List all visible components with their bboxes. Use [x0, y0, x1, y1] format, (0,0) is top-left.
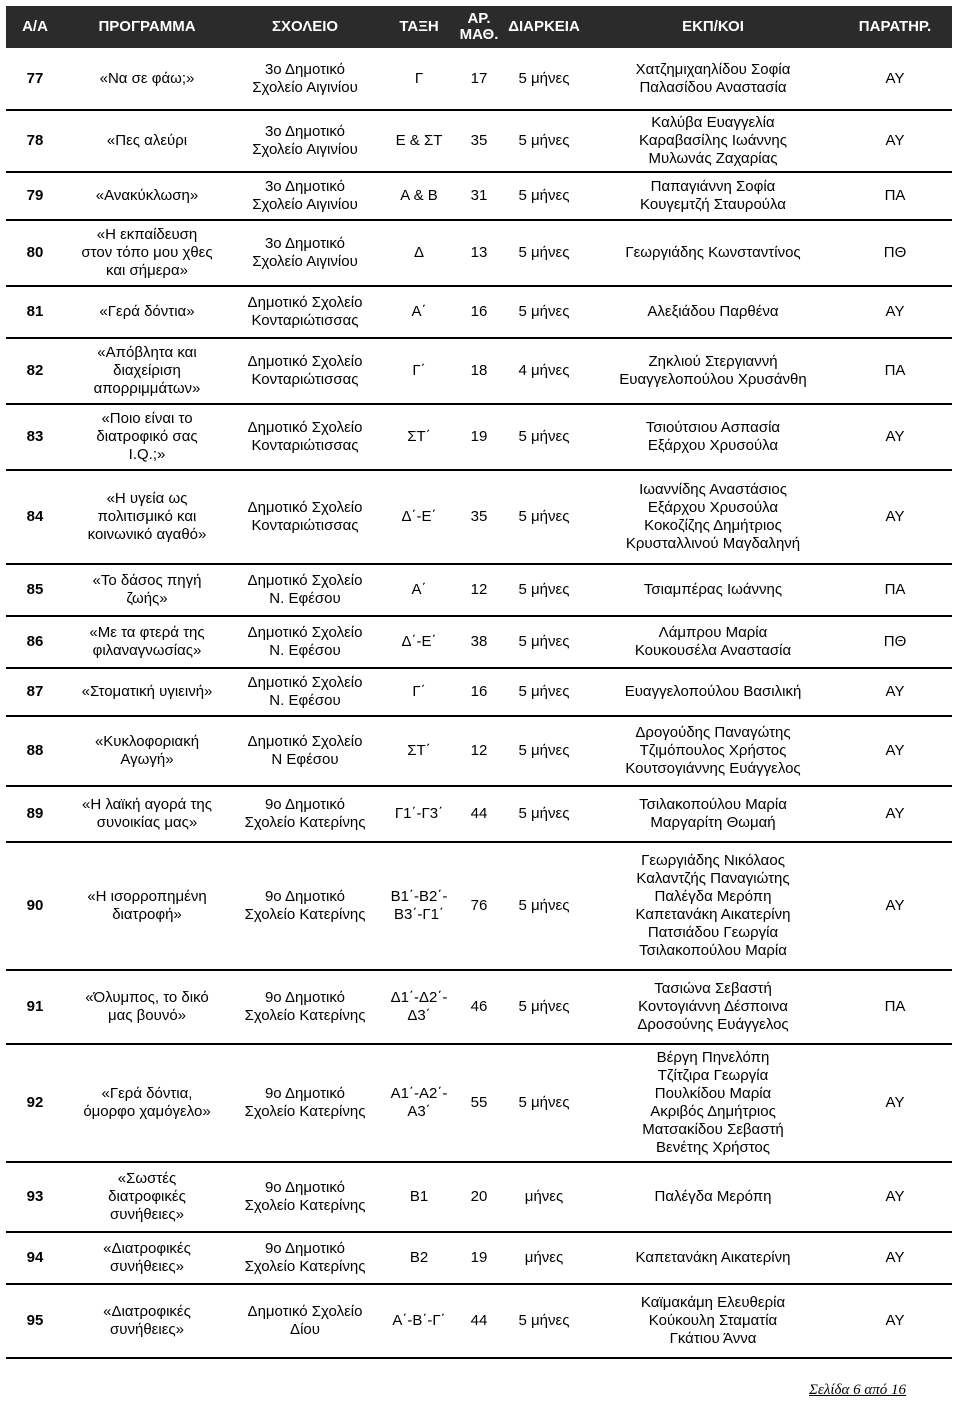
cell-students: 31 — [458, 172, 500, 220]
cell-class: Α΄ — [380, 286, 458, 338]
cell-duration: 5 μήνες — [500, 716, 588, 786]
table-row — [6, 48, 952, 110]
cell-notes: ΠΘ — [838, 220, 952, 286]
cell-class: Β2 — [380, 1232, 458, 1284]
cell-aa: 86 — [6, 616, 64, 668]
cell-program: «Ποιο είναι το διατροφικό σας I.Q.;» — [64, 404, 230, 470]
cell-notes: ΠΑ — [838, 338, 952, 404]
cell-aa: 90 — [6, 842, 64, 970]
programs-table — [6, 6, 952, 1359]
col-aa-header: Α/Α — [6, 6, 64, 48]
cell-aa: 78 — [6, 110, 64, 172]
cell-duration: 5 μήνες — [500, 470, 588, 564]
cell-teachers: Ευαγγελοπούλου Βασιλική — [588, 668, 838, 716]
cell-class: Β1 — [380, 1162, 458, 1232]
table-row — [6, 970, 952, 1044]
cell-teachers: Παλέγδα Μερόπη — [588, 1162, 838, 1232]
cell-school: 9ο Δημοτικό Σχολείο Κατερίνης — [230, 970, 380, 1044]
col-notes-header: ΠΑΡΑΤΗΡ. — [838, 6, 952, 48]
cell-school: Δημοτικό Σχολείο Ν. Εφέσου — [230, 564, 380, 616]
table-row — [6, 404, 952, 470]
cell-aa: 87 — [6, 668, 64, 716]
cell-aa: 89 — [6, 786, 64, 842]
cell-students: 20 — [458, 1162, 500, 1232]
table-row — [6, 338, 952, 404]
cell-school: 3ο Δημοτικό Σχολείο Αιγινίου — [230, 220, 380, 286]
cell-teachers: Ζηκλιού Στεργιαννή Ευαγγελοπούλου Χρυσάνθη — [588, 338, 838, 404]
table-row — [6, 172, 952, 220]
cell-aa: 81 — [6, 286, 64, 338]
cell-teachers: Γεωργιάδης Νικόλαος Καλαντζής Παναγιώτης Παλέγδα Μερόπη Καπετανάκη Αικατερίνη Πατσιάδου Γεωργία Τσιλακοπούλου Μαρία — [588, 842, 838, 970]
cell-duration: 5 μήνες — [500, 48, 588, 110]
cell-notes: ΑΥ — [838, 470, 952, 564]
cell-school: Δημοτικό Σχολείο Κονταριώτισσας — [230, 286, 380, 338]
cell-aa: 83 — [6, 404, 64, 470]
cell-teachers: Βέργη Πηνελόπη Τζίτζιρα Γεωργία Πουλκίδου Μαρία Ακριβός Δημήτριος Ματσακίδου Σεβαστή Βενέτης Χρήστος — [588, 1044, 838, 1162]
cell-class: Γ — [380, 48, 458, 110]
cell-students: 46 — [458, 970, 500, 1044]
cell-school: Δημοτικό Σχολείο Ν Εφέσου — [230, 716, 380, 786]
cell-notes: ΑΥ — [838, 716, 952, 786]
cell-notes: ΑΥ — [838, 1162, 952, 1232]
cell-duration: 5 μήνες — [500, 786, 588, 842]
cell-school: 3ο Δημοτικό Σχολείο Αιγινίου — [230, 172, 380, 220]
cell-school: 9ο Δημοτικό Σχολείο Κατερίνης — [230, 1162, 380, 1232]
cell-students: 44 — [458, 786, 500, 842]
cell-school: 9ο Δημοτικό Σχολείο Κατερίνης — [230, 786, 380, 842]
cell-aa: 80 — [6, 220, 64, 286]
cell-teachers: Τσιούτσιου Ασπασία Εξάρχου Χρυσούλα — [588, 404, 838, 470]
col-duration-header: ΔΙΑΡΚΕΙΑ — [500, 6, 588, 48]
cell-teachers: Καϊμακάμη Ελευθερία Κούκουλη Σταματία Γκάτιου Άννα — [588, 1284, 838, 1358]
cell-students: 55 — [458, 1044, 500, 1162]
cell-program: «Ανακύκλωση» — [64, 172, 230, 220]
cell-school: Δημοτικό Σχολείο Ν. Εφέσου — [230, 616, 380, 668]
cell-notes: ΠΘ — [838, 616, 952, 668]
cell-duration: μήνες — [500, 1232, 588, 1284]
cell-notes: ΑΥ — [838, 1232, 952, 1284]
table-row — [6, 110, 952, 172]
table-row — [6, 716, 952, 786]
cell-students: 19 — [458, 1232, 500, 1284]
cell-program: «Απόβλητα και διαχείριση απορριμμάτων» — [64, 338, 230, 404]
cell-class: ΣΤ΄ — [380, 716, 458, 786]
cell-aa: 91 — [6, 970, 64, 1044]
cell-class: Δ΄-Ε΄ — [380, 470, 458, 564]
col-class-header: ΤΑΞΗ — [380, 6, 458, 48]
cell-teachers: Χατζημιχαηλίδου Σοφία Παλασίδου Αναστασία — [588, 48, 838, 110]
cell-school: 3ο Δημοτικό Σχολείο Αιγινίου — [230, 110, 380, 172]
cell-program: «Η λαϊκή αγορά της συνοικίας μας» — [64, 786, 230, 842]
cell-class: Δ — [380, 220, 458, 286]
cell-students: 35 — [458, 110, 500, 172]
cell-duration: 5 μήνες — [500, 1044, 588, 1162]
col-program-header: ΠΡΟΓΡΑΜΜΑ — [64, 6, 230, 48]
cell-program: «Γερά δόντια, όμορφο χαμόγελο» — [64, 1044, 230, 1162]
table-row — [6, 286, 952, 338]
cell-duration: μήνες — [500, 1162, 588, 1232]
cell-program: «Γερά δόντια» — [64, 286, 230, 338]
cell-teachers: Τσιλακοπούλου Μαρία Μαργαρίτη Θωμαή — [588, 786, 838, 842]
table-row — [6, 842, 952, 970]
cell-duration: 5 μήνες — [500, 110, 588, 172]
cell-teachers: Καπετανάκη Αικατερίνη — [588, 1232, 838, 1284]
cell-school: Δημοτικό Σχολείο Δίου — [230, 1284, 380, 1358]
table-row — [6, 1232, 952, 1284]
cell-aa: 93 — [6, 1162, 64, 1232]
table-row — [6, 786, 952, 842]
cell-notes: ΑΥ — [838, 110, 952, 172]
cell-school: 3ο Δημοτικό Σχολείο Αιγινίου — [230, 48, 380, 110]
table-header — [6, 6, 952, 48]
cell-notes: ΑΥ — [838, 1284, 952, 1358]
cell-teachers: Γεωργιάδης Κωνσταντίνος — [588, 220, 838, 286]
cell-duration: 4 μήνες — [500, 338, 588, 404]
cell-school: Δημοτικό Σχολείο Κονταριώτισσας — [230, 338, 380, 404]
cell-students: 76 — [458, 842, 500, 970]
col-school-header: ΣΧΟΛΕΙΟ — [230, 6, 380, 48]
cell-teachers: Δρογούδης Παναγώτης Τζιμόπουλος Χρήστος Κουτσογιάννης Ευάγγελος — [588, 716, 838, 786]
cell-aa: 94 — [6, 1232, 64, 1284]
cell-notes: ΑΥ — [838, 786, 952, 842]
cell-class: Α & Β — [380, 172, 458, 220]
col-teachers-header: ΕΚΠ/ΚΟΙ — [588, 6, 838, 48]
cell-program: «Με τα φτερά της φιλαναγνωσίας» — [64, 616, 230, 668]
table-row — [6, 1044, 952, 1162]
cell-program: «Όλυμπος, το δικό μας βουνό» — [64, 970, 230, 1044]
cell-duration: 5 μήνες — [500, 172, 588, 220]
cell-duration: 5 μήνες — [500, 1284, 588, 1358]
cell-notes: ΠΑ — [838, 172, 952, 220]
cell-teachers: Καλύβα Ευαγγελία Καραβασίλης Ιωάννης Μυλωνάς Ζαχαρίας — [588, 110, 838, 172]
table-row — [6, 1284, 952, 1358]
cell-program: «Σωστές διατροφικές συνήθειες» — [64, 1162, 230, 1232]
table-row — [6, 564, 952, 616]
cell-class: Γ1΄-Γ3΄ — [380, 786, 458, 842]
cell-students: 17 — [458, 48, 500, 110]
cell-program: «Διατροφικές συνήθειες» — [64, 1232, 230, 1284]
table-row — [6, 1162, 952, 1232]
cell-program: «Να σε φάω;» — [64, 48, 230, 110]
cell-class: Δ΄-Ε΄ — [380, 616, 458, 668]
cell-students: 16 — [458, 668, 500, 716]
cell-class: ΣΤ΄ — [380, 404, 458, 470]
cell-school: Δημοτικό Σχολείο Κονταριώτισσας — [230, 470, 380, 564]
cell-aa: 92 — [6, 1044, 64, 1162]
cell-students: 18 — [458, 338, 500, 404]
cell-teachers: Αλεξιάδου Παρθένα — [588, 286, 838, 338]
cell-notes: ΑΥ — [838, 1044, 952, 1162]
cell-class: Α΄ — [380, 564, 458, 616]
table-row — [6, 668, 952, 716]
cell-students: 38 — [458, 616, 500, 668]
cell-program: «Κυκλοφοριακή Αγωγή» — [64, 716, 230, 786]
cell-notes: ΑΥ — [838, 404, 952, 470]
cell-school: 9ο Δημοτικό Σχολείο Κατερίνης — [230, 1232, 380, 1284]
cell-duration: 5 μήνες — [500, 564, 588, 616]
table-row — [6, 616, 952, 668]
cell-school: Δημοτικό Σχολείο Κονταριώτισσας — [230, 404, 380, 470]
cell-program: «Η εκπαίδευση στον τόπο μου χθες και σήμερα» — [64, 220, 230, 286]
cell-notes: ΠΑ — [838, 564, 952, 616]
cell-class: Α΄-Β΄-Γ΄ — [380, 1284, 458, 1358]
cell-teachers: Ιωαννίδης Αναστάσιος Εξάρχου Χρυσούλα Κοκοζίζης Δημήτριος Κρυσταλλινού Μαγδαληνή — [588, 470, 838, 564]
cell-aa: 95 — [6, 1284, 64, 1358]
cell-students: 35 — [458, 470, 500, 564]
cell-students: 12 — [458, 716, 500, 786]
cell-teachers: Τασιώνα Σεβαστή Κοντογιάννη Δέσποινα Δροσούνης Ευάγγελος — [588, 970, 838, 1044]
cell-program: «Στοματική υγιεινή» — [64, 668, 230, 716]
cell-aa: 84 — [6, 470, 64, 564]
cell-notes: ΑΥ — [838, 286, 952, 338]
cell-teachers: Λάμπρου Μαρία Κουκουσέλα Αναστασία — [588, 616, 838, 668]
cell-notes: ΑΥ — [838, 668, 952, 716]
cell-class: Β1΄-Β2΄- Β3΄-Γ1΄ — [380, 842, 458, 970]
cell-class: Γ΄ — [380, 338, 458, 404]
cell-notes: ΑΥ — [838, 48, 952, 110]
cell-program: «Διατροφικές συνήθειες» — [64, 1284, 230, 1358]
cell-aa: 88 — [6, 716, 64, 786]
col-students-header: ΑΡ. ΜΑΘ. — [458, 6, 500, 48]
cell-class: Δ1΄-Δ2΄-Δ3΄ — [380, 970, 458, 1044]
cell-students: 12 — [458, 564, 500, 616]
cell-duration: 5 μήνες — [500, 970, 588, 1044]
cell-students: 19 — [458, 404, 500, 470]
cell-class: Α1΄-Α2΄-Α3΄ — [380, 1044, 458, 1162]
table-row — [6, 470, 952, 564]
cell-duration: 5 μήνες — [500, 616, 588, 668]
cell-school: 9ο Δημοτικό Σχολείο Κατερίνης — [230, 1044, 380, 1162]
cell-notes: ΠΑ — [838, 970, 952, 1044]
cell-students: 13 — [458, 220, 500, 286]
page-footer: Σελίδα 6 από 16 — [809, 1382, 906, 1398]
cell-class: Ε & ΣΤ — [380, 110, 458, 172]
cell-students: 16 — [458, 286, 500, 338]
cell-program: «Η υγεία ως πολιτισμικό και κοινωνικό αγαθό» — [64, 470, 230, 564]
cell-program: «Πες αλεύρι — [64, 110, 230, 172]
cell-school: 9ο Δημοτικό Σχολείο Κατερίνης — [230, 842, 380, 970]
table-row — [6, 220, 952, 286]
cell-duration: 5 μήνες — [500, 286, 588, 338]
cell-notes: ΑΥ — [838, 842, 952, 970]
cell-aa: 85 — [6, 564, 64, 616]
cell-teachers: Παπαγιάννη Σοφία Κουγεμτζή Σταυρούλα — [588, 172, 838, 220]
cell-class: Γ΄ — [380, 668, 458, 716]
cell-duration: 5 μήνες — [500, 842, 588, 970]
cell-duration: 5 μήνες — [500, 220, 588, 286]
cell-duration: 5 μήνες — [500, 404, 588, 470]
cell-duration: 5 μήνες — [500, 668, 588, 716]
cell-school: Δημοτικό Σχολείο Ν. Εφέσου — [230, 668, 380, 716]
cell-program: «Το δάσος πηγή ζωής» — [64, 564, 230, 616]
table-body — [6, 48, 952, 1358]
cell-aa: 79 — [6, 172, 64, 220]
cell-aa: 82 — [6, 338, 64, 404]
cell-aa: 77 — [6, 48, 64, 110]
cell-teachers: Τσιαμπέρας Ιωάννης — [588, 564, 838, 616]
cell-students: 44 — [458, 1284, 500, 1358]
cell-program: «Η ισορροπημένη διατροφή» — [64, 842, 230, 970]
